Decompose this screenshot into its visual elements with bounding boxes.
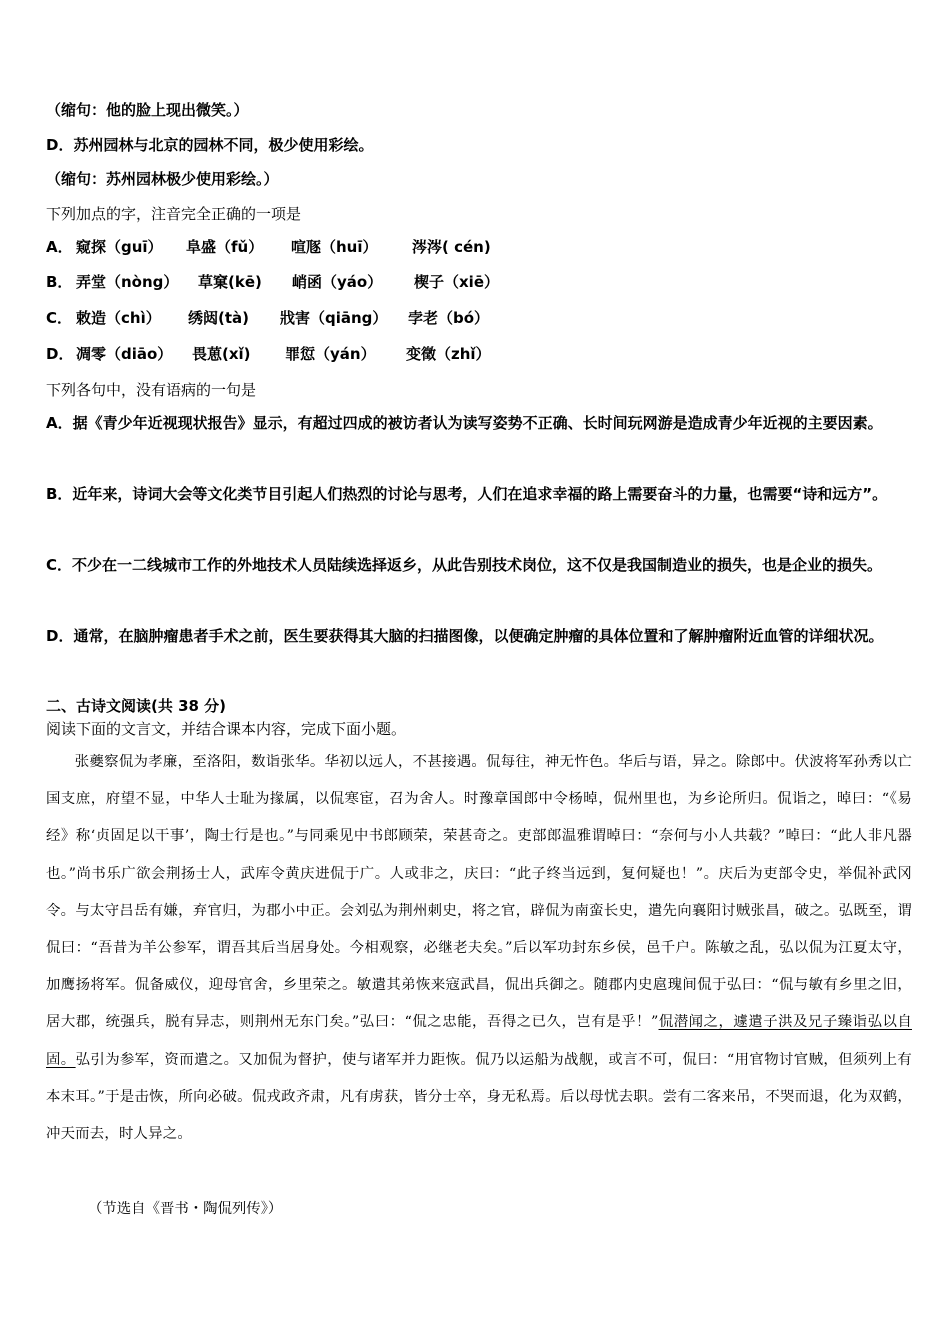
grammar-option-b: B．近年来，诗词大会等文化类节目引起人们热烈的讨论与思考，人们在追求幸福的路上需要奋斗的力量，也需要“诗和远方”。 (46, 485, 888, 503)
option-item: 峭函（yáo） (292, 273, 383, 291)
option-d-statement: D．苏州园林与北京的园林不同，极少使用彩绘。 (46, 136, 374, 154)
option-item: 戕害（qiāng） (280, 309, 388, 327)
pinyin-option-a (46, 237, 912, 257)
option-label: B． (46, 273, 73, 291)
underlined-sentence: 侃潜闻之，遽遣子洪及兄子臻诣弘以自固。 (46, 1014, 912, 1068)
question-pinyin: 下列加点的字，注音完全正确的一项是 (46, 205, 302, 223)
classical-passage (46, 744, 912, 1153)
option-item: 弄堂（nòng） (76, 273, 179, 291)
option-item: 孛老（bó） (408, 309, 490, 327)
reading-instruction: 阅读下面的文言文，并结合课本内容，完成下面小题。 (46, 720, 407, 738)
pinyin-option-b (46, 272, 912, 292)
option-item: 绣闼(tà) (188, 309, 250, 327)
option-label: A． (46, 238, 73, 256)
option-item: 凋零（diāo） (76, 345, 173, 363)
condense-note-2: （缩句：苏州园林极少使用彩绘。） (46, 170, 279, 188)
option-item: 楔子（xiē） (414, 273, 499, 291)
option-item: 草窠(kē) (198, 273, 262, 291)
option-item: 畏葸(xǐ) (192, 345, 251, 363)
section-heading: 二、古诗文阅读(共 38 分) (46, 697, 227, 715)
option-item: 罪愆（yán） (285, 345, 376, 363)
option-item: 涔涔( cén) (412, 238, 491, 256)
option-label: C． (46, 309, 73, 327)
pinyin-option-d (46, 344, 912, 364)
question-grammar: 下列各句中，没有语病的一句是 (46, 381, 257, 399)
pinyin-option-c (46, 308, 912, 328)
option-item: 敕造（chì） (76, 309, 161, 327)
grammar-option-d: D．通常，在脑肿瘤患者手术之前，医生要获得其大脑的扫描图像，以便确定肿瘤的具体位置和了解肿瘤附近血管的详细状况。 (46, 627, 884, 645)
condense-note-1: （缩句：他的脸上现出微笑。） (46, 101, 249, 119)
passage-part-2: 弘引为参军，资而遣之。又加侃为督护，使与诸军并力距恢。侃乃以运船为战舰，或言不可，侃曰：“用官物讨官贼，但须列上有本末耳。”于是击恢，所向必破。侃戎政齐肃，凡有虏获，皆分士卒，身无私焉。后以母忧去职。尝有二客来吊，不哭而退，化为双鹤，冲天而去，时人异之。 (46, 1051, 912, 1143)
passage-part-1: 张夔察侃为孝廉，至洛阳，数诣张华。华初以远人，不甚接遇。侃每往，神无忤色。华后与语，异之。除郎中。伏波将军孙秀以亡国支庶，府望不显，中华人士耻为掾属，以侃寒宦，召为舍人。时豫章国郎中令杨晫，侃州里也，为乡论所归。侃诣之，晫曰：“《易经》称‘贞固足以干事’，陶士行是也。”与同乘见中书郎顾荣，荣甚奇之。吏部郎温雅谓晫曰：“奈何与小人共载？”晫曰：“此人非凡器也。”尚书乐广欲会荆扬士人，武库令黄庆进侃于广。人或非之，庆曰：“此子终当远到，复何疑也！”。庆后为吏部令史，举侃补武冈令。与太守吕岳有嫌，弃官归，为郡小中正。会刘弘为荆州刺史，将之官，辟侃为南蛮长史，遣先向襄阳讨贼张昌，破之。弘既至，谓侃曰：“吾昔为羊公参军，谓吾其后当居身处。今相观察，必继老夫矣。”后以军功封东乡侯，邑千户。陈敏之乱，弘以侃为江夏太守，加鹰扬将军。侃备威仪，迎母官舍，乡里荣之。敏遣其弟恢来寇武昌，侃出兵御之。随郡内史扈瑰间侃于弘曰：“侃与敏有乡里之旧，居大郡，统强兵，脱有异志，则荆州无东门矣。”弘曰：“侃之忠能，吾得之已久，岂有是乎！” (46, 754, 912, 1031)
grammar-option-a: A．据《青少年近视现状报告》显示，有超过四成的被访者认为读写姿势不正确、长时间玩网游是造成青少年近视的主要因素。 (46, 414, 883, 432)
option-item: 阜盛（fǔ） (186, 238, 264, 256)
grammar-option-c: C．不少在一二线城市工作的外地技术人员陆续选择返乡，从此告别技术岗位，这不仅是我国制造业的损失，也是企业的损失。 (46, 556, 883, 574)
option-label: D． (46, 345, 74, 363)
passage-source: （节选自《晋书・陶侃列传》） (88, 1201, 283, 1217)
option-item: 窥探（guī） (76, 238, 163, 256)
option-item: 喧豗（huī） (291, 238, 378, 256)
option-item: 变徵（zhǐ） (406, 345, 491, 363)
